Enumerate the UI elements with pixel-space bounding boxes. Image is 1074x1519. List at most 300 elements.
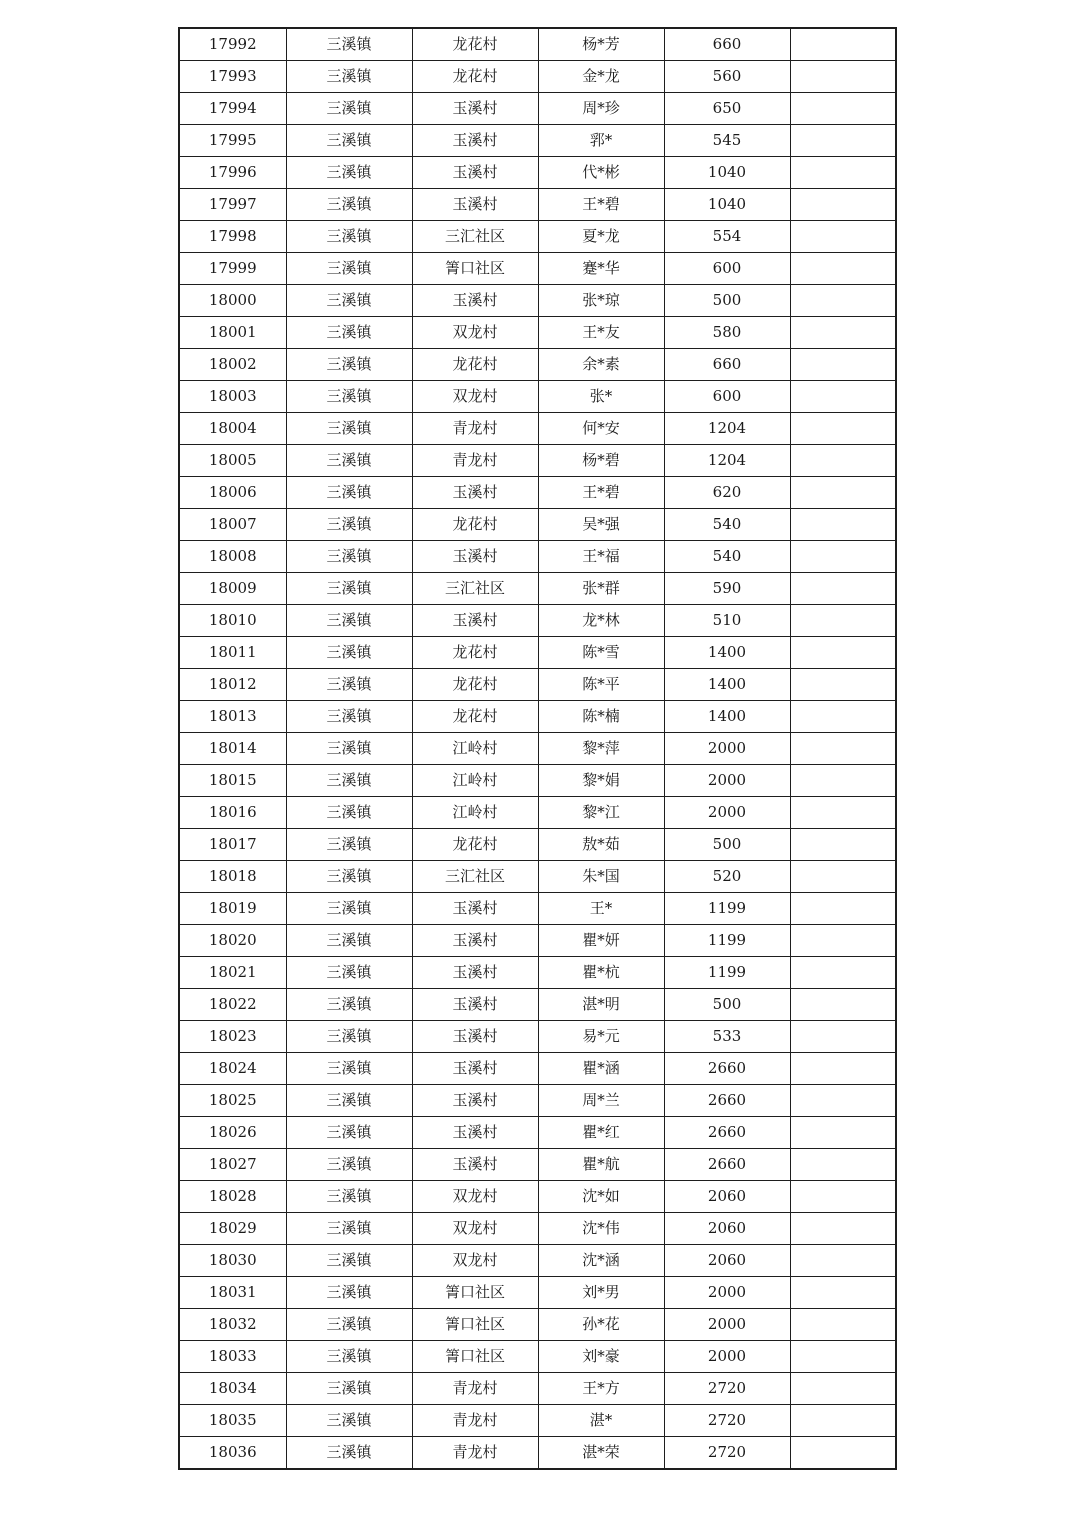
town-cell: 三溪镇 [286,1405,412,1437]
amount-cell: 2000 [664,733,790,765]
town-cell: 三溪镇 [286,637,412,669]
note-cell [790,1085,896,1117]
amount-cell: 2660 [664,1117,790,1149]
town-cell: 三溪镇 [286,541,412,573]
amount-cell: 1199 [664,957,790,989]
village-cell: 龙花村 [412,61,538,93]
table-row [179,445,896,477]
town-cell: 三溪镇 [286,1373,412,1405]
note-cell [790,381,896,413]
village-cell: 箐口社区 [412,1341,538,1373]
name-cell: 易*元 [538,1021,664,1053]
amount-cell: 2000 [664,1341,790,1373]
row-number-cell: 18009 [179,573,286,605]
row-number-cell: 18012 [179,669,286,701]
row-number-cell: 18016 [179,797,286,829]
note-cell [790,28,896,61]
village-cell: 青龙村 [412,413,538,445]
amount-cell: 600 [664,381,790,413]
note-cell [790,861,896,893]
name-cell: 何*安 [538,413,664,445]
town-cell: 三溪镇 [286,509,412,541]
amount-cell: 1199 [664,893,790,925]
amount-cell: 1040 [664,189,790,221]
table-row [179,1213,896,1245]
table-row [179,221,896,253]
records-table [178,27,897,1470]
town-cell: 三溪镇 [286,1181,412,1213]
town-cell: 三溪镇 [286,349,412,381]
note-cell [790,957,896,989]
name-cell: 瞿*涵 [538,1053,664,1085]
note-cell [790,893,896,925]
row-number-cell: 18014 [179,733,286,765]
note-cell [790,189,896,221]
amount-cell: 1199 [664,925,790,957]
table-row [179,381,896,413]
amount-cell: 1204 [664,413,790,445]
row-number-cell: 18013 [179,701,286,733]
amount-cell: 2720 [664,1405,790,1437]
town-cell: 三溪镇 [286,445,412,477]
village-cell: 玉溪村 [412,1149,538,1181]
row-number-cell: 18029 [179,1213,286,1245]
town-cell: 三溪镇 [286,28,412,61]
village-cell: 玉溪村 [412,477,538,509]
row-number-cell: 18011 [179,637,286,669]
village-cell: 箐口社区 [412,1309,538,1341]
table-row [179,189,896,221]
row-number-cell: 17996 [179,157,286,189]
village-cell: 江岭村 [412,733,538,765]
name-cell: 周*珍 [538,93,664,125]
village-cell: 龙花村 [412,637,538,669]
table-row [179,1309,896,1341]
note-cell [790,1405,896,1437]
village-cell: 玉溪村 [412,157,538,189]
amount-cell: 1040 [664,157,790,189]
name-cell: 王* [538,893,664,925]
row-number-cell: 17992 [179,28,286,61]
row-number-cell: 18030 [179,1245,286,1277]
note-cell [790,1021,896,1053]
name-cell: 瞿*妍 [538,925,664,957]
name-cell: 陈*平 [538,669,664,701]
town-cell: 三溪镇 [286,1053,412,1085]
town-cell: 三溪镇 [286,1085,412,1117]
table-row [179,413,896,445]
name-cell: 金*龙 [538,61,664,93]
table-row [179,349,896,381]
note-cell [790,1245,896,1277]
village-cell: 青龙村 [412,1405,538,1437]
town-cell: 三溪镇 [286,893,412,925]
table-row [179,573,896,605]
village-cell: 玉溪村 [412,989,538,1021]
row-number-cell: 18005 [179,445,286,477]
note-cell [790,349,896,381]
name-cell: 刘*男 [538,1277,664,1309]
town-cell: 三溪镇 [286,285,412,317]
name-cell: 王*友 [538,317,664,349]
village-cell: 龙花村 [412,28,538,61]
amount-cell: 650 [664,93,790,125]
table-row [179,797,896,829]
row-number-cell: 18036 [179,1437,286,1470]
row-number-cell: 18018 [179,861,286,893]
village-cell: 玉溪村 [412,125,538,157]
village-cell: 玉溪村 [412,893,538,925]
amount-cell: 2000 [664,765,790,797]
village-cell: 玉溪村 [412,1021,538,1053]
village-cell: 箐口社区 [412,253,538,285]
name-cell: 王*碧 [538,477,664,509]
row-number-cell: 18031 [179,1277,286,1309]
village-cell: 玉溪村 [412,541,538,573]
note-cell [790,989,896,1021]
name-cell: 蹇*华 [538,253,664,285]
town-cell: 三溪镇 [286,189,412,221]
town-cell: 三溪镇 [286,1149,412,1181]
note-cell [790,1277,896,1309]
amount-cell: 1400 [664,669,790,701]
name-cell: 张*群 [538,573,664,605]
name-cell: 王*方 [538,1373,664,1405]
table-row [179,157,896,189]
table-row [179,925,896,957]
name-cell: 代*彬 [538,157,664,189]
note-cell [790,61,896,93]
row-number-cell: 18028 [179,1181,286,1213]
village-cell: 玉溪村 [412,1085,538,1117]
amount-cell: 1204 [664,445,790,477]
town-cell: 三溪镇 [286,1213,412,1245]
row-number-cell: 18023 [179,1021,286,1053]
note-cell [790,509,896,541]
name-cell: 沈*如 [538,1181,664,1213]
town-cell: 三溪镇 [286,1309,412,1341]
village-cell: 青龙村 [412,445,538,477]
name-cell: 王*碧 [538,189,664,221]
amount-cell: 554 [664,221,790,253]
row-number-cell: 17999 [179,253,286,285]
table-row [179,93,896,125]
amount-cell: 1400 [664,637,790,669]
note-cell [790,541,896,573]
row-number-cell: 18026 [179,1117,286,1149]
table-row [179,125,896,157]
town-cell: 三溪镇 [286,733,412,765]
table-row [179,541,896,573]
table-row [179,477,896,509]
name-cell: 朱*国 [538,861,664,893]
town-cell: 三溪镇 [286,1277,412,1309]
village-cell: 江岭村 [412,797,538,829]
note-cell [790,253,896,285]
note-cell [790,221,896,253]
village-cell: 江岭村 [412,765,538,797]
note-cell [790,797,896,829]
note-cell [790,413,896,445]
village-cell: 玉溪村 [412,189,538,221]
name-cell: 湛*明 [538,989,664,1021]
name-cell: 刘*豪 [538,1341,664,1373]
village-cell: 双龙村 [412,317,538,349]
note-cell [790,285,896,317]
amount-cell: 2000 [664,1309,790,1341]
amount-cell: 2720 [664,1373,790,1405]
village-cell: 玉溪村 [412,285,538,317]
table-row [179,861,896,893]
note-cell [790,1117,896,1149]
table-row [179,28,896,61]
table-row [179,1341,896,1373]
note-cell [790,701,896,733]
table-row [179,1117,896,1149]
village-cell: 龙花村 [412,829,538,861]
town-cell: 三溪镇 [286,93,412,125]
row-number-cell: 18017 [179,829,286,861]
name-cell: 沈*伟 [538,1213,664,1245]
note-cell [790,1053,896,1085]
village-cell: 双龙村 [412,1181,538,1213]
records-table-body [179,28,896,1469]
village-cell: 玉溪村 [412,605,538,637]
amount-cell: 500 [664,989,790,1021]
village-cell: 玉溪村 [412,1117,538,1149]
village-cell: 龙花村 [412,349,538,381]
row-number-cell: 18020 [179,925,286,957]
table-row [179,1277,896,1309]
note-cell [790,669,896,701]
table-row [179,1021,896,1053]
row-number-cell: 18002 [179,349,286,381]
name-cell: 周*兰 [538,1085,664,1117]
town-cell: 三溪镇 [286,573,412,605]
note-cell [790,1149,896,1181]
town-cell: 三溪镇 [286,989,412,1021]
row-number-cell: 17998 [179,221,286,253]
town-cell: 三溪镇 [286,413,412,445]
amount-cell: 2720 [664,1437,790,1470]
town-cell: 三溪镇 [286,1117,412,1149]
row-number-cell: 18004 [179,413,286,445]
row-number-cell: 18007 [179,509,286,541]
note-cell [790,733,896,765]
amount-cell: 2660 [664,1053,790,1085]
town-cell: 三溪镇 [286,381,412,413]
amount-cell: 600 [664,253,790,285]
table-row [179,1373,896,1405]
town-cell: 三溪镇 [286,1021,412,1053]
name-cell: 张* [538,381,664,413]
table-row [179,829,896,861]
note-cell [790,317,896,349]
name-cell: 湛* [538,1405,664,1437]
table-row [179,733,896,765]
name-cell: 余*素 [538,349,664,381]
amount-cell: 520 [664,861,790,893]
table-row [179,1437,896,1470]
amount-cell: 540 [664,541,790,573]
table-row [179,1245,896,1277]
note-cell [790,445,896,477]
row-number-cell: 18022 [179,989,286,1021]
amount-cell: 580 [664,317,790,349]
name-cell: 陈*雪 [538,637,664,669]
note-cell [790,157,896,189]
town-cell: 三溪镇 [286,765,412,797]
name-cell: 吴*强 [538,509,664,541]
row-number-cell: 18000 [179,285,286,317]
name-cell: 杨*芳 [538,28,664,61]
amount-cell: 2000 [664,797,790,829]
village-cell: 三汇社区 [412,573,538,605]
table-row [179,509,896,541]
amount-cell: 510 [664,605,790,637]
table-row [179,893,896,925]
row-number-cell: 18006 [179,477,286,509]
row-number-cell: 18019 [179,893,286,925]
town-cell: 三溪镇 [286,957,412,989]
table-row [179,253,896,285]
name-cell: 张*琼 [538,285,664,317]
name-cell: 沈*涵 [538,1245,664,1277]
name-cell: 瞿*红 [538,1117,664,1149]
table-row [179,669,896,701]
note-cell [790,1181,896,1213]
name-cell: 黎*江 [538,797,664,829]
amount-cell: 1400 [664,701,790,733]
table-row [179,1405,896,1437]
amount-cell: 2060 [664,1181,790,1213]
row-number-cell: 18032 [179,1309,286,1341]
town-cell: 三溪镇 [286,221,412,253]
name-cell: 王*福 [538,541,664,573]
name-cell: 陈*楠 [538,701,664,733]
village-cell: 三汇社区 [412,861,538,893]
amount-cell: 2660 [664,1149,790,1181]
row-number-cell: 18024 [179,1053,286,1085]
amount-cell: 660 [664,349,790,381]
table-row [179,765,896,797]
note-cell [790,1373,896,1405]
name-cell: 孙*花 [538,1309,664,1341]
village-cell: 双龙村 [412,1213,538,1245]
name-cell: 黎*娟 [538,765,664,797]
note-cell [790,765,896,797]
note-cell [790,1309,896,1341]
name-cell: 敖*茹 [538,829,664,861]
town-cell: 三溪镇 [286,605,412,637]
table-row [179,285,896,317]
row-number-cell: 18003 [179,381,286,413]
amount-cell: 500 [664,285,790,317]
row-number-cell: 18010 [179,605,286,637]
village-cell: 龙花村 [412,701,538,733]
note-cell [790,829,896,861]
table-row [179,1149,896,1181]
amount-cell: 2660 [664,1085,790,1117]
town-cell: 三溪镇 [286,61,412,93]
town-cell: 三溪镇 [286,669,412,701]
row-number-cell: 18015 [179,765,286,797]
village-cell: 龙花村 [412,669,538,701]
amount-cell: 545 [664,125,790,157]
village-cell: 玉溪村 [412,93,538,125]
village-cell: 玉溪村 [412,925,538,957]
note-cell [790,1213,896,1245]
row-number-cell: 17993 [179,61,286,93]
row-number-cell: 18021 [179,957,286,989]
village-cell: 双龙村 [412,1245,538,1277]
name-cell: 杨*碧 [538,445,664,477]
village-cell: 玉溪村 [412,1053,538,1085]
town-cell: 三溪镇 [286,925,412,957]
name-cell: 龙*林 [538,605,664,637]
table-row [179,1053,896,1085]
table-row [179,1085,896,1117]
village-cell: 三汇社区 [412,221,538,253]
town-cell: 三溪镇 [286,1437,412,1470]
amount-cell: 560 [664,61,790,93]
row-number-cell: 18033 [179,1341,286,1373]
name-cell: 湛*荣 [538,1437,664,1470]
table-row [179,989,896,1021]
town-cell: 三溪镇 [286,861,412,893]
town-cell: 三溪镇 [286,797,412,829]
town-cell: 三溪镇 [286,829,412,861]
name-cell: 瞿*杭 [538,957,664,989]
row-number-cell: 18027 [179,1149,286,1181]
amount-cell: 500 [664,829,790,861]
town-cell: 三溪镇 [286,477,412,509]
town-cell: 三溪镇 [286,317,412,349]
village-cell: 箐口社区 [412,1277,538,1309]
name-cell: 夏*龙 [538,221,664,253]
table-row [179,637,896,669]
note-cell [790,573,896,605]
town-cell: 三溪镇 [286,253,412,285]
table-row [179,957,896,989]
amount-cell: 590 [664,573,790,605]
town-cell: 三溪镇 [286,125,412,157]
row-number-cell: 18025 [179,1085,286,1117]
town-cell: 三溪镇 [286,1341,412,1373]
note-cell [790,477,896,509]
table-row [179,61,896,93]
note-cell [790,125,896,157]
name-cell: 郛* [538,125,664,157]
amount-cell: 2000 [664,1277,790,1309]
row-number-cell: 18001 [179,317,286,349]
village-cell: 青龙村 [412,1437,538,1470]
amount-cell: 2060 [664,1213,790,1245]
town-cell: 三溪镇 [286,1245,412,1277]
amount-cell: 2060 [664,1245,790,1277]
row-number-cell: 17994 [179,93,286,125]
amount-cell: 620 [664,477,790,509]
note-cell [790,637,896,669]
town-cell: 三溪镇 [286,157,412,189]
row-number-cell: 18008 [179,541,286,573]
row-number-cell: 18034 [179,1373,286,1405]
note-cell [790,1437,896,1470]
village-cell: 龙花村 [412,509,538,541]
village-cell: 玉溪村 [412,957,538,989]
row-number-cell: 18035 [179,1405,286,1437]
note-cell [790,93,896,125]
